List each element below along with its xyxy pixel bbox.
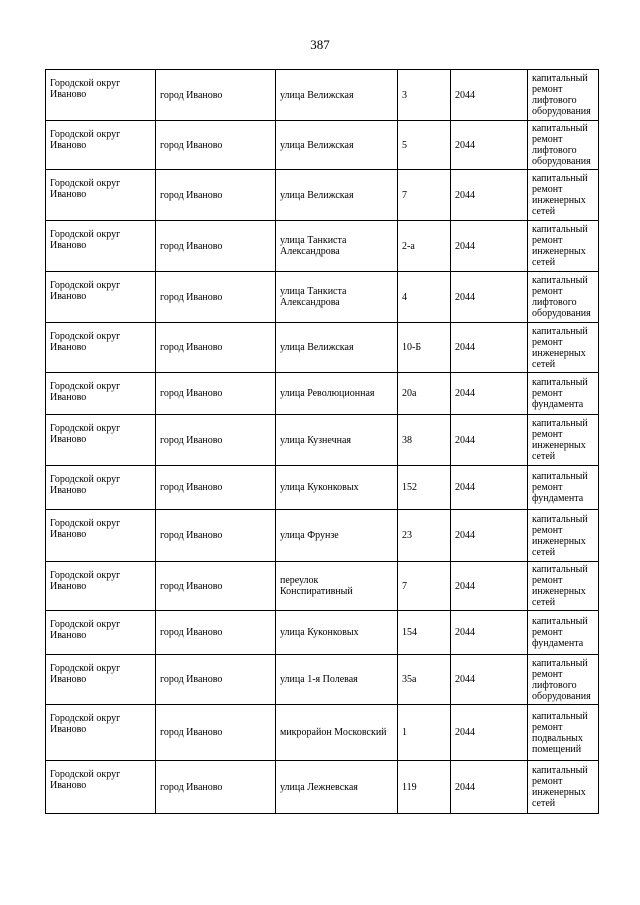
district-cell: Городской округ Иваново <box>46 510 156 562</box>
city-cell: город Иваново <box>156 611 276 655</box>
street-cell: микрорайон Московский <box>276 705 398 761</box>
work-type-cell: капитальный ремонт инженерных сетей <box>528 510 599 562</box>
district-cell: Городской округ Иваново <box>46 466 156 510</box>
district-cell: Городской округ Иваново <box>46 761 156 814</box>
work-type-cell: капитальный ремонт инженерных сетей <box>528 323 599 373</box>
house-number-cell: 1 <box>398 705 451 761</box>
district-cell: Городской округ Иваново <box>46 373 156 415</box>
district-cell: Городской округ Иваново <box>46 562 156 611</box>
table-row <box>46 221 599 272</box>
table-row <box>46 466 599 510</box>
house-number-cell: 10-Б <box>398 323 451 373</box>
district-cell: Городской округ Иваново <box>46 415 156 466</box>
house-number-cell: 7 <box>398 170 451 221</box>
house-number-cell: 35а <box>398 655 451 705</box>
house-number-cell: 2-а <box>398 221 451 272</box>
table-row <box>46 272 599 323</box>
street-cell: улица Велижская <box>276 323 398 373</box>
city-cell: город Иваново <box>156 562 276 611</box>
work-type-cell: капитальный ремонт фундамента <box>528 611 599 655</box>
street-cell: улица Велижская <box>276 170 398 221</box>
year-cell: 2044 <box>451 121 528 170</box>
street-cell: улица Танкиста Александрова <box>276 272 398 323</box>
year-cell: 2044 <box>451 70 528 121</box>
table-row <box>46 655 599 705</box>
table-row <box>46 510 599 562</box>
house-number-cell: 38 <box>398 415 451 466</box>
house-number-cell: 7 <box>398 562 451 611</box>
house-number-cell: 20а <box>398 373 451 415</box>
table-row <box>46 562 599 611</box>
housing-repair-table <box>45 69 599 814</box>
work-type-cell: капитальный ремонт фундамента <box>528 373 599 415</box>
work-type-cell: капитальный ремонт инженерных сетей <box>528 170 599 221</box>
house-number-cell: 23 <box>398 510 451 562</box>
work-type-cell: капитальный ремонт подвальных помещений <box>528 705 599 761</box>
city-cell: город Иваново <box>156 761 276 814</box>
year-cell: 2044 <box>451 655 528 705</box>
street-cell: улица Куконковых <box>276 466 398 510</box>
year-cell: 2044 <box>451 323 528 373</box>
city-cell: город Иваново <box>156 70 276 121</box>
table-row <box>46 373 599 415</box>
page-number: 387 <box>310 37 330 52</box>
street-cell: улица Фрунзе <box>276 510 398 562</box>
year-cell: 2044 <box>451 761 528 814</box>
year-cell: 2044 <box>451 415 528 466</box>
work-type-cell: капитальный ремонт инженерных сетей <box>528 761 599 814</box>
district-cell: Городской округ Иваново <box>46 655 156 705</box>
work-type-cell: капитальный ремонт лифтового оборудования <box>528 121 599 170</box>
work-type-cell: капитальный ремонт инженерных сетей <box>528 562 599 611</box>
street-cell: улица Лежневская <box>276 761 398 814</box>
city-cell: город Иваново <box>156 466 276 510</box>
street-cell: улица Велижская <box>276 70 398 121</box>
district-cell: Городской округ Иваново <box>46 121 156 170</box>
street-cell: улица 1-я Полевая <box>276 655 398 705</box>
year-cell: 2044 <box>451 272 528 323</box>
year-cell: 2044 <box>451 562 528 611</box>
house-number-cell: 154 <box>398 611 451 655</box>
house-number-cell: 119 <box>398 761 451 814</box>
table-row <box>46 415 599 466</box>
table-row <box>46 761 599 814</box>
city-cell: город Иваново <box>156 170 276 221</box>
city-cell: город Иваново <box>156 272 276 323</box>
district-cell: Городской округ Иваново <box>46 323 156 373</box>
table-row <box>46 705 599 761</box>
district-cell: Городской округ Иваново <box>46 70 156 121</box>
work-type-cell: капитальный ремонт фундамента <box>528 466 599 510</box>
street-cell: улица Куконковых <box>276 611 398 655</box>
house-number-cell: 3 <box>398 70 451 121</box>
year-cell: 2044 <box>451 611 528 655</box>
street-cell: улица Танкиста Александрова <box>276 221 398 272</box>
year-cell: 2044 <box>451 170 528 221</box>
house-number-cell: 4 <box>398 272 451 323</box>
city-cell: город Иваново <box>156 705 276 761</box>
house-number-cell: 152 <box>398 466 451 510</box>
street-cell: улица Кузнечная <box>276 415 398 466</box>
work-type-cell: капитальный ремонт лифтового оборудования <box>528 70 599 121</box>
table-row <box>46 170 599 221</box>
year-cell: 2044 <box>451 373 528 415</box>
year-cell: 2044 <box>451 510 528 562</box>
work-type-cell: капитальный ремонт лифтового оборудования <box>528 655 599 705</box>
work-type-cell: капитальный ремонт инженерных сетей <box>528 415 599 466</box>
district-cell: Городской округ Иваново <box>46 272 156 323</box>
city-cell: город Иваново <box>156 415 276 466</box>
table-row <box>46 323 599 373</box>
district-cell: Городской округ Иваново <box>46 170 156 221</box>
table-row <box>46 121 599 170</box>
table-row <box>46 70 599 121</box>
work-type-cell: капитальный ремонт лифтового оборудования <box>528 272 599 323</box>
district-cell: Городской округ Иваново <box>46 611 156 655</box>
table-row <box>46 611 599 655</box>
work-type-cell: капитальный ремонт инженерных сетей <box>528 221 599 272</box>
year-cell: 2044 <box>451 221 528 272</box>
house-number-cell: 5 <box>398 121 451 170</box>
city-cell: город Иваново <box>156 323 276 373</box>
year-cell: 2044 <box>451 705 528 761</box>
district-cell: Городской округ Иваново <box>46 221 156 272</box>
district-cell: Городской округ Иваново <box>46 705 156 761</box>
city-cell: город Иваново <box>156 373 276 415</box>
street-cell: улица Революционная <box>276 373 398 415</box>
year-cell: 2044 <box>451 466 528 510</box>
city-cell: город Иваново <box>156 510 276 562</box>
street-cell: улица Велижская <box>276 121 398 170</box>
city-cell: город Иваново <box>156 655 276 705</box>
street-cell: переулок Конспиративный <box>276 562 398 611</box>
city-cell: город Иваново <box>156 121 276 170</box>
city-cell: город Иваново <box>156 221 276 272</box>
